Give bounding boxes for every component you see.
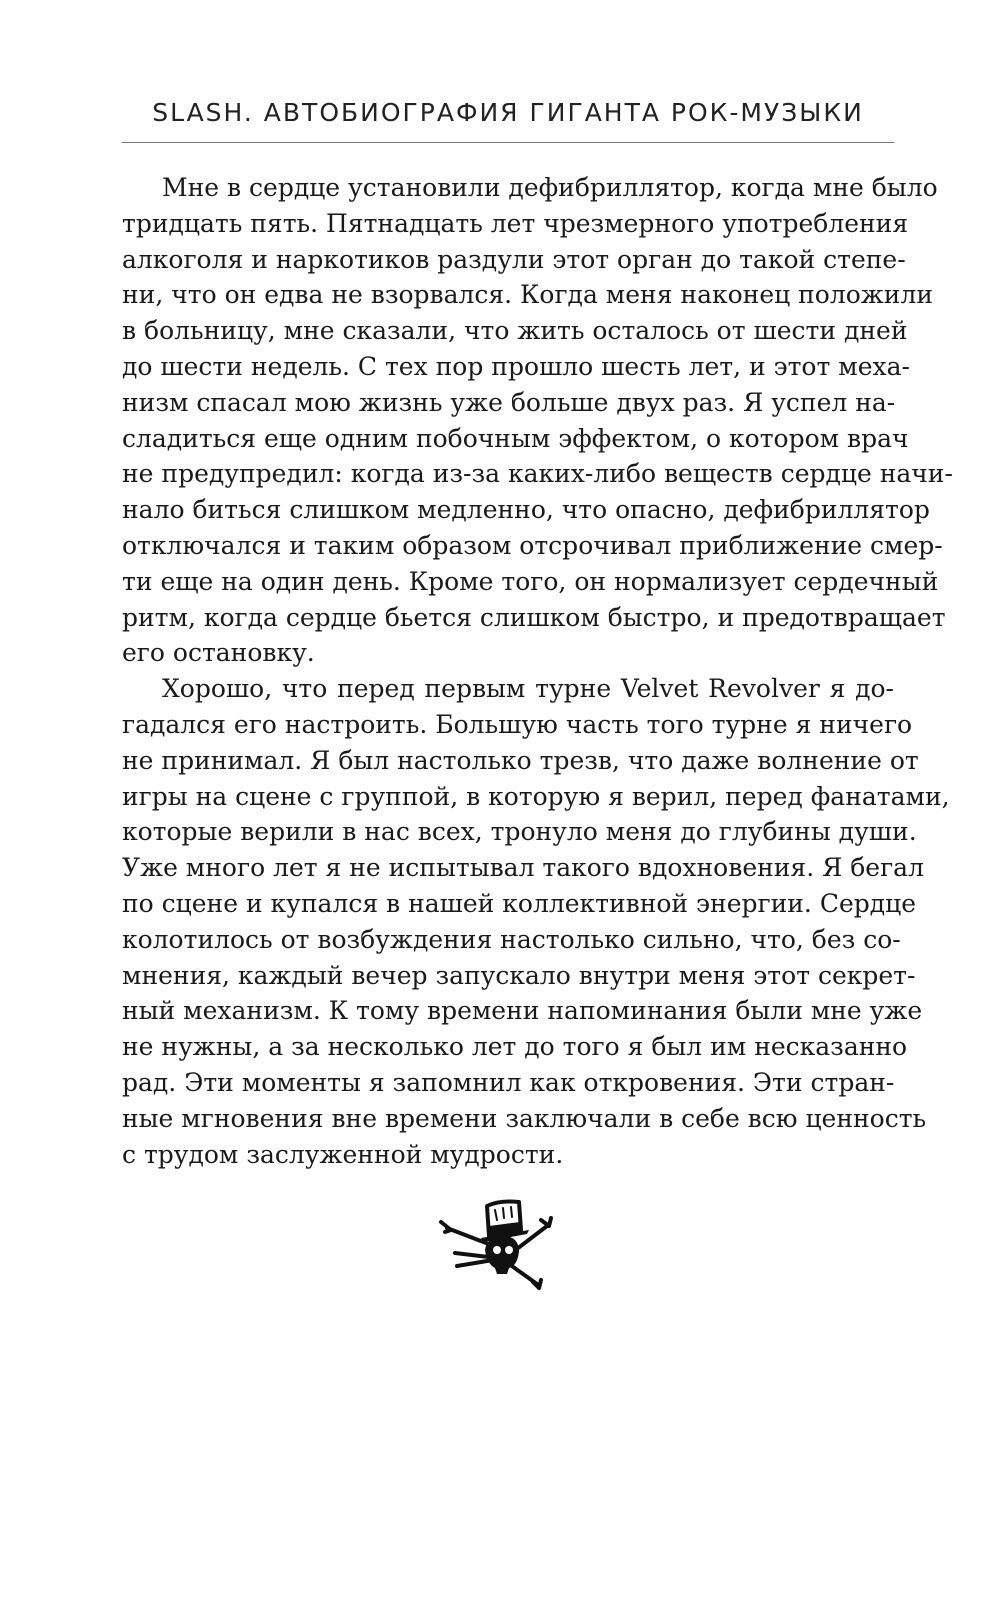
text-line: Уже много лет я не испытывал такого вдохновения. Я бегал <box>122 853 924 883</box>
text-line: мнения, каждый вечер запускало внутри меня этот секрет- <box>122 960 916 990</box>
text-line: не предупредил: когда из-за каких-либо веществ сердце начи- <box>122 459 953 489</box>
body-text <box>122 170 953 1172</box>
text-line: в больницу, мне сказали, что жить осталось от шести дней <box>122 316 908 346</box>
text-line: не нужны, а за несколько лет до того я был им несказанно <box>122 1032 908 1062</box>
text-line: ные мгновения вне времени заключали в себе всю ценность <box>122 1103 927 1133</box>
text-line: колотилось от возбуждения настолько сильно, что, без со- <box>122 924 901 954</box>
paragraph-1 <box>122 170 953 671</box>
text-line: отключался и таким образом отсрочивал приближение смер- <box>122 530 943 560</box>
text-line: тридцать пять. Пятнадцать лет чрезмерного употребления <box>122 208 909 238</box>
text-line: гадался его настроить. Большую часть того турне я ничего <box>122 709 913 739</box>
header-rule <box>122 142 894 143</box>
text-line: ритм, когда сердце бьется слишком быстро, и предотвращает <box>122 602 946 632</box>
text-line: до шести недель. С тех пор прошло шесть лет, и этот меха- <box>122 351 910 381</box>
text-line: алкоголя и наркотиков раздули этот орган до такой степе- <box>122 244 906 274</box>
text-line: ный механизм. К тому времени напоминания были мне уже <box>122 996 923 1026</box>
text-line: его остановку. <box>122 638 315 668</box>
text-line: сладиться еще одним побочным эффектом, о котором врач <box>122 423 909 453</box>
text-line: с трудом заслуженной мудрости. <box>122 1139 564 1169</box>
text-line: которые верили в нас всех, тронуло меня до глубины души. <box>122 817 917 847</box>
text-line: рад. Эти моменты я запомнил как откровения. Эти стран- <box>122 1067 895 1097</box>
text-line: не принимал. Я был настолько трезв, что даже волнение от <box>122 745 919 775</box>
text-line: ни, что он едва не взорвался. Когда меня наконец положили <box>122 280 933 310</box>
top-hat-skull-crossbones-icon <box>437 1198 577 1298</box>
paragraph-2 <box>122 671 950 1172</box>
running-title: SLASH. АВТОБИОГРАФИЯ ГИГАНТА РОК-МУЗЫКИ <box>152 98 864 127</box>
text-line: Хорошо, что перед первым турне Velvet Revolver я до- <box>162 674 894 704</box>
text-line: Мне в сердце установили дефибриллятор, когда мне было <box>162 173 938 202</box>
text-line: игры на сцене с группой, в которую я верил, перед фанатами, <box>122 781 950 811</box>
text-line: низм спасал мою жизнь уже больше двух раз. Я успел на- <box>122 387 896 417</box>
text-line: по сцене и купался в нашей коллективной энергии. Сердце <box>122 888 917 918</box>
text-line: нало биться слишком медленно, что опасно, дефибриллятор <box>122 495 930 525</box>
text-line: ти еще на один день. Кроме того, он нормализует сердечный <box>122 566 939 596</box>
